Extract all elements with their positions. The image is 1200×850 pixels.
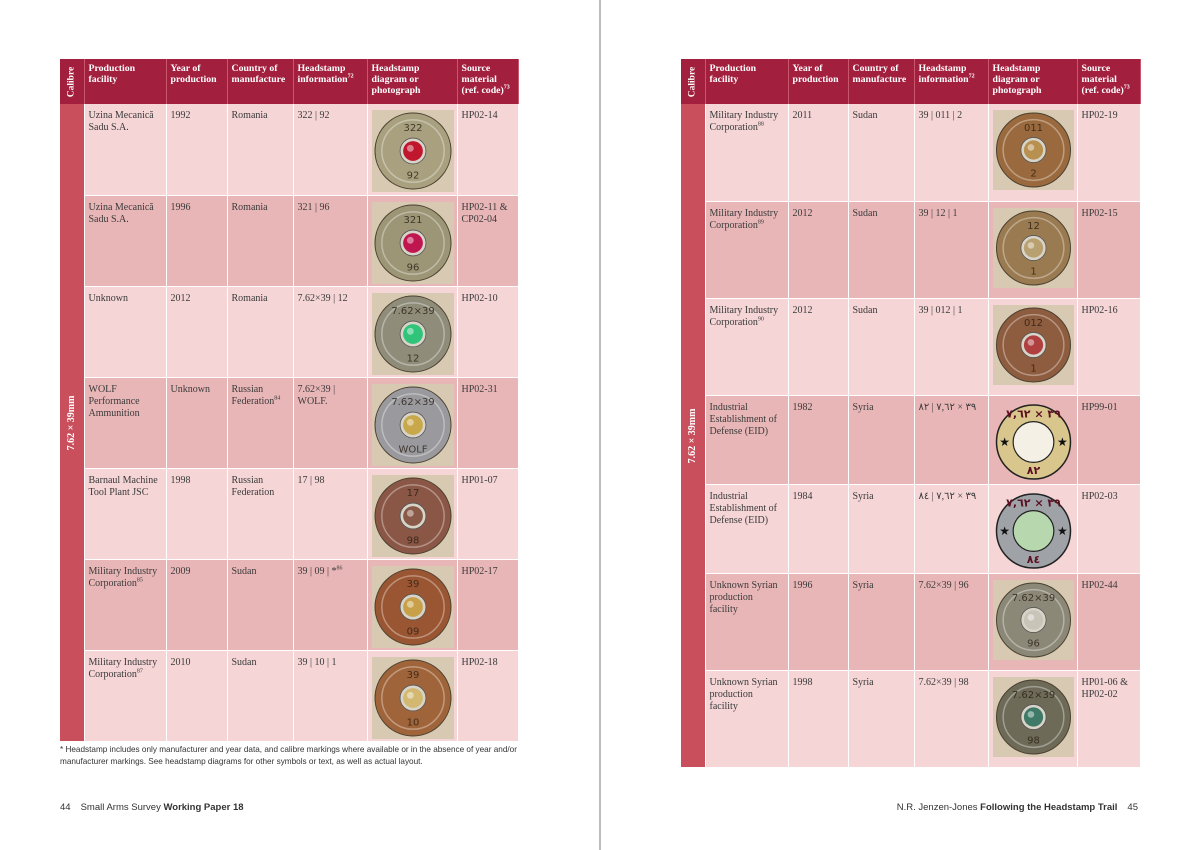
facility-cell: Barnaul Machine Tool Plant JSC [84, 468, 166, 559]
country-cell: Russian Federation$^{84}$ [227, 377, 293, 468]
page-number: 44 [60, 802, 71, 813]
diagram-cell [367, 559, 457, 650]
headstamp-bottom-marking: 12 [406, 352, 419, 364]
year-cell: 1998 [166, 468, 227, 559]
table-row [60, 286, 518, 377]
source-cell: HP99-01 [1077, 395, 1140, 484]
header-country: Country of manufacture [848, 59, 914, 104]
source-cell: HP02-11 & CP02-04 [457, 195, 518, 286]
footnote-ref: 85 [136, 577, 143, 584]
calibre-cell [60, 104, 84, 741]
country-cell: Romania [227, 286, 293, 377]
year-cell: 1992 [166, 104, 227, 195]
headstamp-calibre-marking: ٣٩ × ٧,٦٢ [1005, 496, 1061, 510]
year-cell: Unknown [166, 377, 227, 468]
headstamp-bottom-marking: 98 [406, 534, 419, 546]
country-cell: Sudan [848, 298, 914, 395]
source-cell: HP02-16 [1077, 298, 1140, 395]
diagram-cell [988, 104, 1077, 201]
facility-cell: WOLF Performance Ammunition [84, 377, 166, 468]
facility-cell: Military Industry Corporation$^{88}$ [705, 104, 788, 201]
headstamp-cell: 17 | 98 [293, 468, 367, 559]
headstamp-top-marking: 7.62×39 [1011, 689, 1055, 701]
footnote-ref: 84 [274, 395, 281, 402]
footnote-ref: 88 [757, 121, 764, 128]
table-row [60, 104, 518, 195]
header-source: Source material (ref. code)$^{73}$ [1077, 59, 1140, 104]
year-cell: 1996 [788, 573, 848, 670]
table-row [60, 559, 518, 650]
country-cell: Sudan [227, 650, 293, 741]
facility-cell: Unknown [84, 286, 166, 377]
source-cell: HP02-15 [1077, 201, 1140, 298]
header-year: Year of production [788, 59, 848, 104]
country-cell: Russian Federation [227, 468, 293, 559]
year-cell: 1984 [788, 484, 848, 573]
facility-cell: Industrial Establishment of Defense (EID) [705, 395, 788, 484]
facility-cell: Military Industry Corporation$^{89}$ [705, 201, 788, 298]
headstamp-top-marking: 7.62×39 [1011, 592, 1055, 604]
year-cell: 2010 [166, 650, 227, 741]
country-cell: Romania [227, 104, 293, 195]
headstamp-cell: ٣٩ × ٧,٦٢ | ٨٤ [914, 484, 988, 573]
headstamp-bottom-marking: 09 [406, 625, 419, 637]
headstamp-bottom-marking: 2 [1029, 168, 1037, 180]
headstamp-cell: 321 | 96 [293, 195, 367, 286]
headstamp-table-left [60, 59, 519, 742]
year-cell: 2012 [788, 298, 848, 395]
header-facility: Production facility [705, 59, 788, 104]
headstamp-bottom-marking: 92 [406, 170, 419, 182]
headstamp-cell: 39 | 09 | *$^{86}$ [293, 559, 367, 650]
header-headstamp-info: Headstamp information$^{72}$ [293, 59, 367, 104]
folio-left [60, 802, 244, 813]
facility-cell: Uzina Mecanică Sadu S.A. [84, 195, 166, 286]
headstamp-cell: 39 | 011 | 2 [914, 104, 988, 201]
country-cell: Sudan [848, 201, 914, 298]
cartridge-photo [372, 293, 454, 375]
cartridge-photo [372, 202, 454, 284]
calibre-label: 7.62 × 39mm [65, 395, 77, 450]
headstamp-top-marking: 39 [406, 578, 419, 590]
headstamp-top-marking: 012 [1023, 317, 1043, 329]
source-cell: HP01-07 [457, 468, 518, 559]
book-title: Following the Headstamp Trail [980, 802, 1118, 813]
source-cell: HP02-18 [457, 650, 518, 741]
table-row [681, 201, 1140, 298]
facility-cell: Unknown Syrian production facility [705, 573, 788, 670]
calibre-cell [681, 104, 705, 767]
diagram-cell [367, 195, 457, 286]
year-cell: 2009 [166, 559, 227, 650]
headstamp-top-marking: 321 [402, 214, 423, 226]
diagram-cell [367, 468, 457, 559]
diagram-cell [367, 377, 457, 468]
footnote-ref: 86 [336, 565, 343, 572]
cartridge-photo [372, 384, 454, 466]
header-row [60, 59, 518, 104]
header-calibre: Calibre [60, 59, 84, 104]
footnote: * Headstamp includes only manufacturer and year data, and calibre markings where available or in the absence of year and/or manufacturer markings. See headstamp diagrams for other symbols or text, as well as actual layout. [60, 745, 517, 766]
headstamp-year-marking: ٨٤ [1026, 552, 1040, 566]
header-diagram: Headstamp diagram or photograph [988, 59, 1077, 104]
year-cell: 1982 [788, 395, 848, 484]
diagram-cell [988, 298, 1077, 395]
headstamp-cell: 7.62×39 | WOLF. [293, 377, 367, 468]
page-number: 45 [1127, 802, 1138, 813]
headstamp-bottom-marking: 96 [1026, 638, 1040, 650]
star-icon: ★ [1056, 434, 1068, 449]
headstamp-bottom-marking: 1 [1029, 266, 1037, 278]
headstamp-table-right [681, 59, 1141, 768]
cartridge-photo [993, 208, 1074, 288]
headstamp-cell: 7.62×39 | 98 [914, 670, 988, 767]
diagram-cell [988, 484, 1077, 573]
headstamp-year-marking: ٨٢ [1026, 463, 1040, 477]
country-cell: Syria [848, 670, 914, 767]
table-row [681, 670, 1140, 767]
source-cell: HP02-10 [457, 286, 518, 377]
headstamp-cell: 39 | 012 | 1 [914, 298, 988, 395]
table-row [60, 650, 518, 741]
headstamp-top-marking: 17 [406, 487, 419, 499]
table-row [681, 298, 1140, 395]
source-cell: HP02-44 [1077, 573, 1140, 670]
diagram-cell [988, 201, 1077, 298]
headstamp-diagram [993, 402, 1074, 482]
headstamp-top-marking: 322 [402, 123, 423, 135]
cartridge-photo [993, 580, 1074, 660]
headstamp-top-marking: 011 [1023, 122, 1043, 134]
country-cell: Sudan [227, 559, 293, 650]
folio-right [897, 802, 1138, 813]
source-cell: HP01-06 & HP02-02 [1077, 670, 1140, 767]
table-row [60, 468, 518, 559]
headstamp-bottom-marking: 1 [1029, 363, 1037, 375]
headstamp-cell: 7.62×39 | 12 [293, 286, 367, 377]
table-row [681, 395, 1140, 484]
country-cell: Syria [848, 573, 914, 670]
year-cell: 2012 [166, 286, 227, 377]
header-calibre: Calibre [681, 59, 705, 104]
source-cell: HP02-19 [1077, 104, 1140, 201]
headstamp-cell: ٣٩ × ٧,٦٢ | ٨٢ [914, 395, 988, 484]
right-page [601, 0, 1200, 850]
diagram-cell [988, 395, 1077, 484]
footnote-ref: 89 [757, 219, 764, 226]
table-row [681, 484, 1140, 573]
header-row [681, 59, 1140, 104]
headstamp-top-marking: 7.62×39 [390, 305, 435, 317]
headstamp-top-marking: 39 [406, 669, 419, 681]
diagram-cell [988, 670, 1077, 767]
facility-cell: Uzina Mecanică Sadu S.A. [84, 104, 166, 195]
table-row [60, 195, 518, 286]
header-source: Source material (ref. code)$^{73}$ [457, 59, 518, 104]
year-cell: 1996 [166, 195, 227, 286]
headstamp-calibre-marking: ٣٩ × ٧,٦٢ [1005, 407, 1061, 421]
headstamp-diagram [993, 491, 1074, 571]
facility-cell: Military Industry Corporation$^{90}$ [705, 298, 788, 395]
headstamp-cell: 39 | 12 | 1 [914, 201, 988, 298]
star-icon: ★ [998, 523, 1010, 538]
footnote-ref: 90 [757, 316, 764, 323]
cartridge-photo [372, 657, 454, 739]
facility-cell: Industrial Establishment of Defense (EID) [705, 484, 788, 573]
headstamp-bottom-marking: 96 [406, 261, 419, 273]
table-row [60, 377, 518, 468]
left-page [0, 0, 599, 850]
year-cell: 1998 [788, 670, 848, 767]
cartridge-photo [993, 110, 1074, 190]
cartridge-photo [993, 677, 1074, 757]
headstamp-top-marking: 7.62×39 [390, 396, 435, 408]
headstamp-bottom-marking: WOLF [397, 443, 428, 455]
diagram-cell [367, 650, 457, 741]
series-title: Working Paper 18 [163, 802, 244, 813]
headstamp-cell: 7.62×39 | 96 [914, 573, 988, 670]
country-cell: Sudan [848, 104, 914, 201]
source-cell: HP02-31 [457, 377, 518, 468]
author: N.R. Jenzen-Jones [896, 802, 978, 813]
headstamp-bottom-marking: 98 [1026, 735, 1040, 747]
year-cell: 2011 [788, 104, 848, 201]
source-cell: HP02-17 [457, 559, 518, 650]
facility-cell: Unknown Syrian production facility [705, 670, 788, 767]
calibre-label: 7.62 × 39mm [686, 408, 698, 463]
diagram-cell [988, 573, 1077, 670]
diagram-cell [367, 104, 457, 195]
headstamp-cell: 322 | 92 [293, 104, 367, 195]
star-icon: ★ [1056, 523, 1068, 538]
publisher: Small Arms Survey [80, 802, 161, 813]
table-row [681, 104, 1140, 201]
source-cell: HP02-03 [1077, 484, 1140, 573]
country-cell: Romania [227, 195, 293, 286]
headstamp-bottom-marking: 10 [406, 716, 419, 728]
headstamp-top-marking: 12 [1026, 220, 1040, 232]
footnote-ref: 87 [136, 668, 143, 675]
country-cell: Syria [848, 395, 914, 484]
cartridge-photo [372, 475, 454, 557]
header-diagram: Headstamp diagram or photograph [367, 59, 457, 104]
cartridge-photo [372, 110, 454, 192]
star-icon: ★ [998, 434, 1010, 449]
facility-cell: Military Industry Corporation$^{85}$ [84, 559, 166, 650]
source-cell: HP02-14 [457, 104, 518, 195]
header-year: Year of production [166, 59, 227, 104]
header-headstamp-info: Headstamp information$^{72}$ [914, 59, 988, 104]
country-cell: Syria [848, 484, 914, 573]
header-country: Country of manufacture [227, 59, 293, 104]
year-cell: 2012 [788, 201, 848, 298]
cartridge-photo [993, 305, 1074, 385]
headstamp-cell: 39 | 10 | 1 [293, 650, 367, 741]
cartridge-photo [372, 566, 454, 648]
facility-cell: Military Industry Corporation$^{87}$ [84, 650, 166, 741]
header-facility: Production facility [84, 59, 166, 104]
table-row [681, 573, 1140, 670]
diagram-cell [367, 286, 457, 377]
